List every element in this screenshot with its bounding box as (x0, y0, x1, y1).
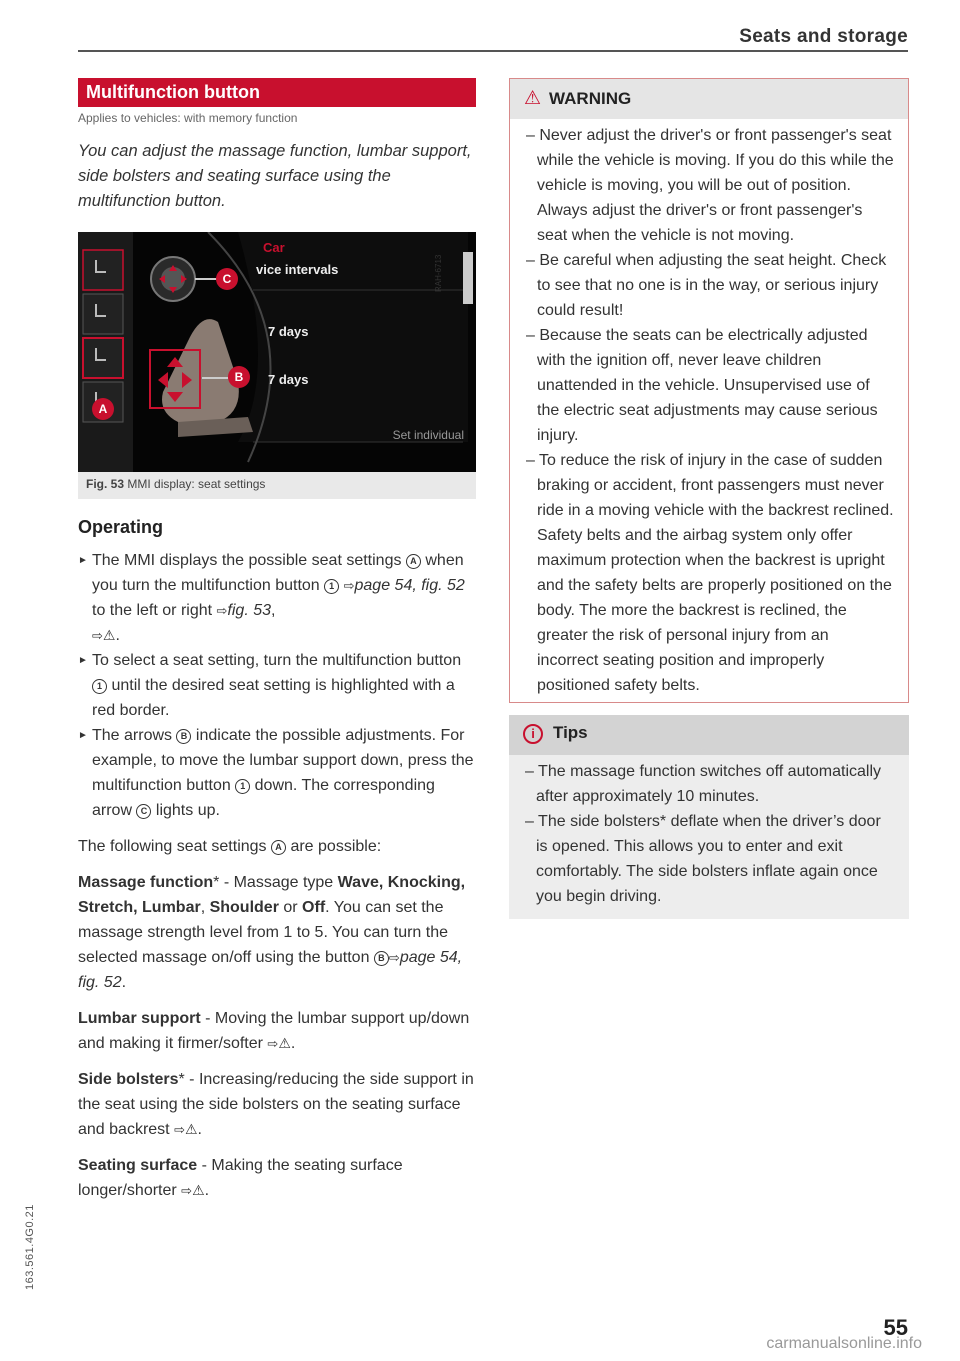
step-text: The arrows (92, 727, 177, 744)
page-number: 55 (883, 1315, 908, 1340)
step-item: ► The MMI displays the possible seat settings A when you turn the multifunction button 1 ⇨page 54, fig. 52 to the left or right ⇨fig. 53, ⇨⚠. (78, 548, 476, 648)
step-text: until the desired seat setting is highlighted with a red border. (92, 677, 455, 719)
document-code: 163.561.4G0.21 (24, 1204, 36, 1290)
tips-header (509, 715, 909, 755)
callout-circle: B (374, 951, 389, 966)
warning-item: – Never adjust the driver's or front passenger's seat while the vehicle is moving. If you do this while the vehicle is moving, you will be out of position. Always adjust the driver's or front passenger's seat when the vehicle is not moving. (526, 127, 894, 244)
callout-circle: C (136, 804, 151, 819)
page-reference[interactable]: page 54, fig. 52 (78, 949, 463, 991)
warning-item: – Be careful when adjusting the seat height. Check to see that no one is in the way, or serious injury could result! (526, 252, 887, 319)
step-text: The MMI displays the possible seat settings (92, 552, 406, 569)
text: - Increasing/reducing the side support in the seat using the side bolsters on the seating surface and backrest (78, 1071, 474, 1138)
mmi-figure (78, 232, 476, 472)
setting-name: Side bolsters (78, 1071, 179, 1088)
fig-menu-title: Car (263, 240, 285, 255)
step-text: , (271, 602, 276, 619)
tips-box (509, 715, 909, 919)
intro-text: You can adjust the massage function, lumbar support, side bolsters and seating surface using the multifunction button. (78, 142, 472, 210)
header-rule (78, 50, 908, 52)
step-text: when you turn the multifunction button (92, 552, 464, 594)
text: . You can set the massage strength level from 1 to 5. You can turn the selected massage on/off using the button (78, 899, 448, 966)
setting-side-bolsters: Side bolsters* - Increasing/reducing the side support in the seat using the side bolsters on the seating surface and backrest ⇨⚠. (78, 1067, 476, 1142)
applies-note: Applies to vehicles: with memory function (78, 111, 298, 125)
setting-name: Massage function (78, 874, 214, 891)
fig-label-a: A (92, 398, 114, 420)
operating-heading: Operating (78, 517, 164, 537)
text: , (200, 899, 210, 916)
ref-arrow-icon: ⇨ (388, 950, 400, 965)
warning-triangle-icon: ⚠ (524, 88, 542, 109)
left-column (78, 78, 476, 1203)
massage-types: Wave, Knocking, Stretch, Lumbar (78, 874, 466, 916)
following-text (78, 834, 476, 859)
callout-circle: 1 (92, 679, 107, 694)
info-icon: i (523, 724, 543, 744)
ref-arrow-icon: ⇨ (267, 1036, 279, 1051)
text: The following seat settings (78, 838, 271, 855)
watermark: carmanualsonline.info (766, 1335, 922, 1352)
warning-item: – To reduce the risk of injury in the case of sudden braking or accident, front passengers must never ride in a moving vehicle with the backrest reclined. Safety belts and the airbag system only offer maximum protection when the backrest is upright and the safety belts are properly positioned on the body. The more the backrest is reclined, the greater the risk of personal injury from an incorrect seating position and improperly positioned safety belts. (526, 452, 894, 694)
step-item (78, 723, 476, 823)
asterisk: * (178, 1071, 185, 1088)
caption-text: MMI display: seat settings (127, 477, 266, 491)
setting-seating-surface: Seating surface - Making the seating surface longer/shorter ⇨⚠. (78, 1153, 476, 1203)
fig-menu-footer: Set individual (392, 428, 464, 442)
section-title: Multifunction button (78, 78, 476, 107)
tips-list (509, 755, 909, 919)
step-text: to the left or right (92, 602, 217, 619)
tip-item: – The side bolsters* deflate when the driver’s door is opened. This allows you to enter and exit comfortably. The side bolsters inflate again once you begin driving. (525, 813, 881, 905)
fig-label-b: B (228, 366, 250, 388)
text: - Massage type (219, 874, 338, 891)
setting-name: Seating surface (78, 1157, 198, 1174)
text: . (121, 974, 127, 991)
tip-item: – The massage function switches off automatically after approximately 10 minutes. (525, 763, 882, 805)
text: - Moving the lumbar support up/down and making it firmer/softer (78, 1010, 470, 1052)
ref-arrow-icon: ⇨ (216, 603, 228, 618)
ref-arrow-icon: ⇨ (174, 1122, 185, 1137)
warning-header (510, 79, 908, 119)
setting-name: Lumbar support (78, 1010, 201, 1027)
text: are possible: (286, 838, 382, 855)
asterisk: * (213, 874, 220, 891)
warning-icon[interactable]: ⚠ (102, 627, 116, 643)
step-text: To select a seat setting, turn the multifunction button (92, 652, 462, 669)
fig-menu-row2: 7 days (268, 324, 309, 339)
massage-type: Shoulder (209, 899, 279, 916)
warning-title: WARNING (549, 89, 632, 108)
step-text: indicate the possible adjustments. For example, to move the lumbar support down, press the multifunction button (92, 727, 474, 794)
callout-circle: 1 (235, 779, 250, 794)
step-item (78, 648, 476, 723)
warning-box (509, 78, 909, 703)
fig-menu-row3: 7 days (268, 372, 309, 387)
warning-icon[interactable]: ⚠ (184, 1121, 198, 1137)
warning-icon[interactable]: ⚠ (192, 1182, 205, 1198)
callout-circle: A (406, 554, 421, 569)
ref-arrow-icon: ⇨ (181, 1183, 193, 1198)
step-text: lights up. (151, 802, 220, 819)
tips-title: Tips (553, 723, 588, 742)
header-title: Seats and storage (739, 26, 908, 47)
figure-caption (78, 472, 476, 499)
caption-label: Fig. 53 (86, 477, 125, 491)
right-column (509, 78, 909, 919)
callout-circle: A (271, 840, 286, 855)
operating-steps (78, 548, 476, 823)
ref-arrow-icon: ⇨ (343, 578, 355, 593)
warning-icon[interactable]: ⚠ (278, 1035, 291, 1051)
fig-menu-row1: vice intervals (256, 262, 339, 277)
massage-type: Off (302, 899, 326, 916)
page-reference[interactable]: page 54, fig. 52 (354, 577, 465, 594)
warning-item: – Because the seats can be electrically adjusted with the ignition off, never leave children unattended in the vehicle. Unsupervised use of the electric seat adjustments may cause serious injury. (526, 327, 878, 444)
fig-side-code: RAH-6713 (434, 254, 443, 292)
setting-lumbar: Lumbar support - Moving the lumbar support up/down and making it firmer/softer ⇨⚠. (78, 1006, 476, 1056)
figure-reference[interactable]: fig. 53 (227, 602, 272, 619)
ref-arrow-icon: ⇨ (92, 628, 103, 643)
callout-circle: B (176, 729, 191, 744)
callout-circle: 1 (324, 579, 339, 594)
warning-list (510, 119, 908, 702)
fig-label-c: C (216, 268, 238, 290)
setting-massage (78, 870, 476, 995)
text: or (278, 899, 303, 916)
text: - Making the seating surface longer/shorter (78, 1157, 403, 1199)
step-text: down. The corresponding arrow (92, 777, 435, 819)
